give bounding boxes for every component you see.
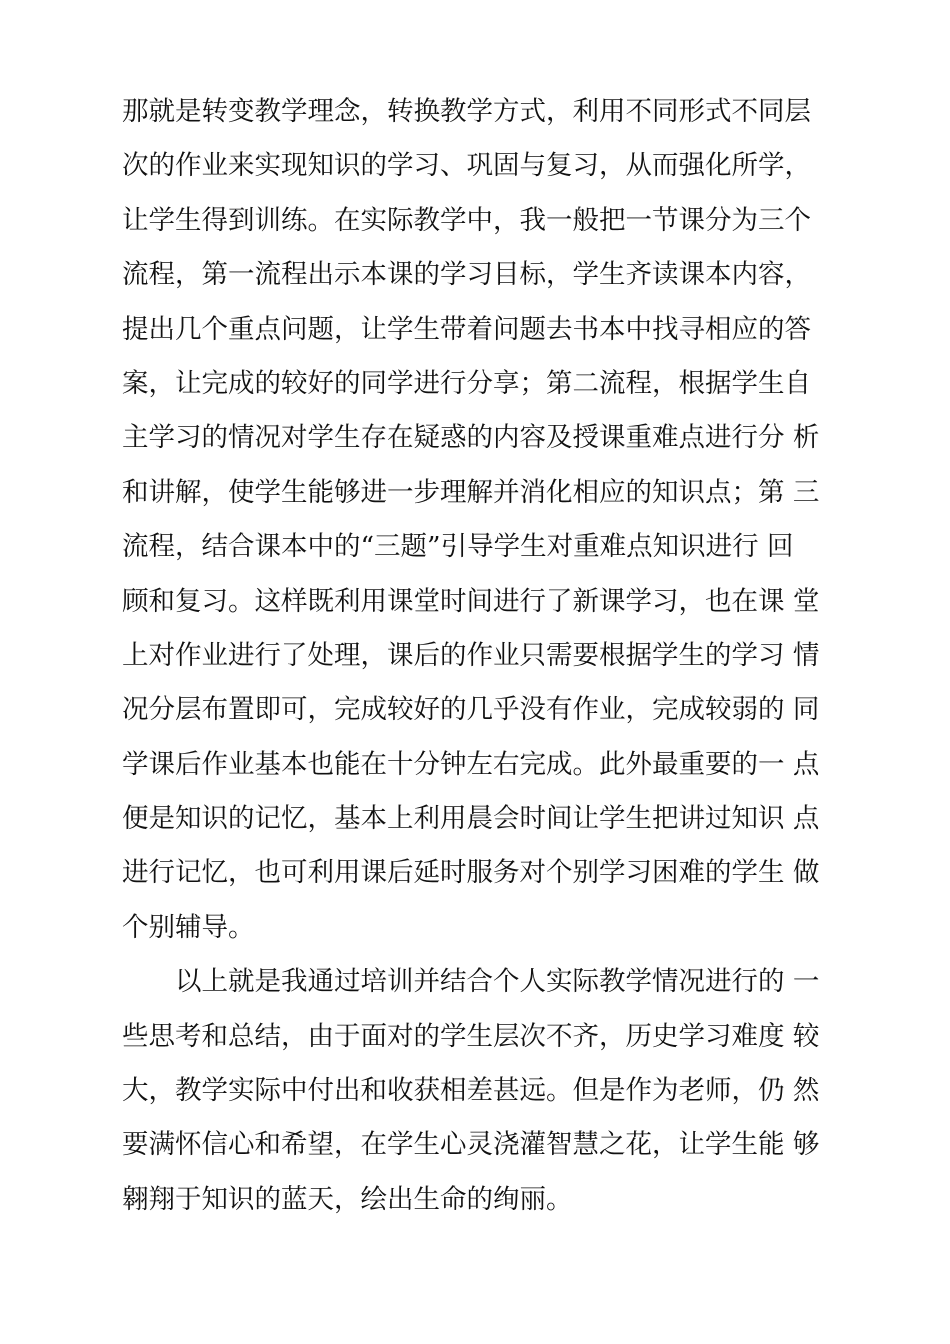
paragraph-1-line-15: 进行记忆，也可利用课后延时服务对个别学习困难的学生 做	[122, 857, 820, 889]
paragraph-2	[122, 955, 832, 1227]
paragraph-2-line-2: 些思考和总结，由于面对的学生层次不齐，历史学习难度 较	[122, 1020, 820, 1052]
paragraph-2-line-3: 大，教学实际中付出和收获相差甚远。但是作为老师，仍 然	[122, 1075, 820, 1107]
paragraph-1-line-8: 和讲解，使学生能够进一步理解并消化相应的知识点；第 三	[122, 476, 820, 508]
paragraph-1	[122, 85, 832, 955]
paragraph-1-line-5: 提出几个重点问题，让学生带着问题去书本中找寻相应的答	[122, 313, 811, 345]
paragraph-1-line-6: 案，让完成的较好的同学进行分享；第二流程，根据学生自	[122, 367, 811, 399]
paragraph-2-line-5: 翱翔于知识的蓝天，绘出生命的绚丽。	[122, 1183, 573, 1215]
paragraph-2-line-1: 以上就是我通过培训并结合个人实际教学情况进行的 一	[175, 966, 820, 998]
paragraph-2-line-4: 要满怀信心和希望，在学生心灵浇灌智慧之花，让学生能 够	[122, 1129, 820, 1161]
paragraph-1-line-16: 个别辅导。	[122, 911, 255, 943]
paragraph-1-line-12: 况分层布置即可，完成较好的几乎没有作业，完成较弱的 同	[122, 694, 820, 726]
paragraph-1-line-1: 那就是转变教学理念，转换教学方式，利用不同形式不同层	[122, 96, 811, 127]
paragraph-1-line-9: 流程，结合课本中的“三题”引导学生对重难点知识进行 回	[122, 531, 794, 563]
paragraph-1-line-13: 学课后作业基本也能在十分钟左右完成。此外最重要的一 点	[122, 748, 820, 780]
paragraph-1-line-7: 主学习的情况对学生存在疑惑的内容及授课重难点进行分 析	[122, 422, 820, 454]
paragraph-1-line-10: 顾和复习。这样既利用课堂时间进行了新课学习，也在课 堂	[122, 585, 820, 617]
paragraph-1-line-2: 次的作业来实现知识的学习、巩固与复习，从而强化所学，	[122, 150, 811, 182]
paragraph-1-line-14: 便是知识的记忆，基本上利用晨会时间让学生把讲过知识 点	[122, 803, 820, 835]
paragraph-1-line-3: 让学生得到训练。在实际教学中，我一般把一节课分为三个	[122, 204, 811, 236]
paragraph-1-line-11: 上对作业进行了处理，课后的作业只需要根据学生的学习 情	[122, 639, 820, 671]
document-body	[122, 85, 832, 1227]
paragraph-1-line-4: 流程，第一流程出示本课的学习目标，学生齐读课本内容，	[122, 259, 811, 291]
